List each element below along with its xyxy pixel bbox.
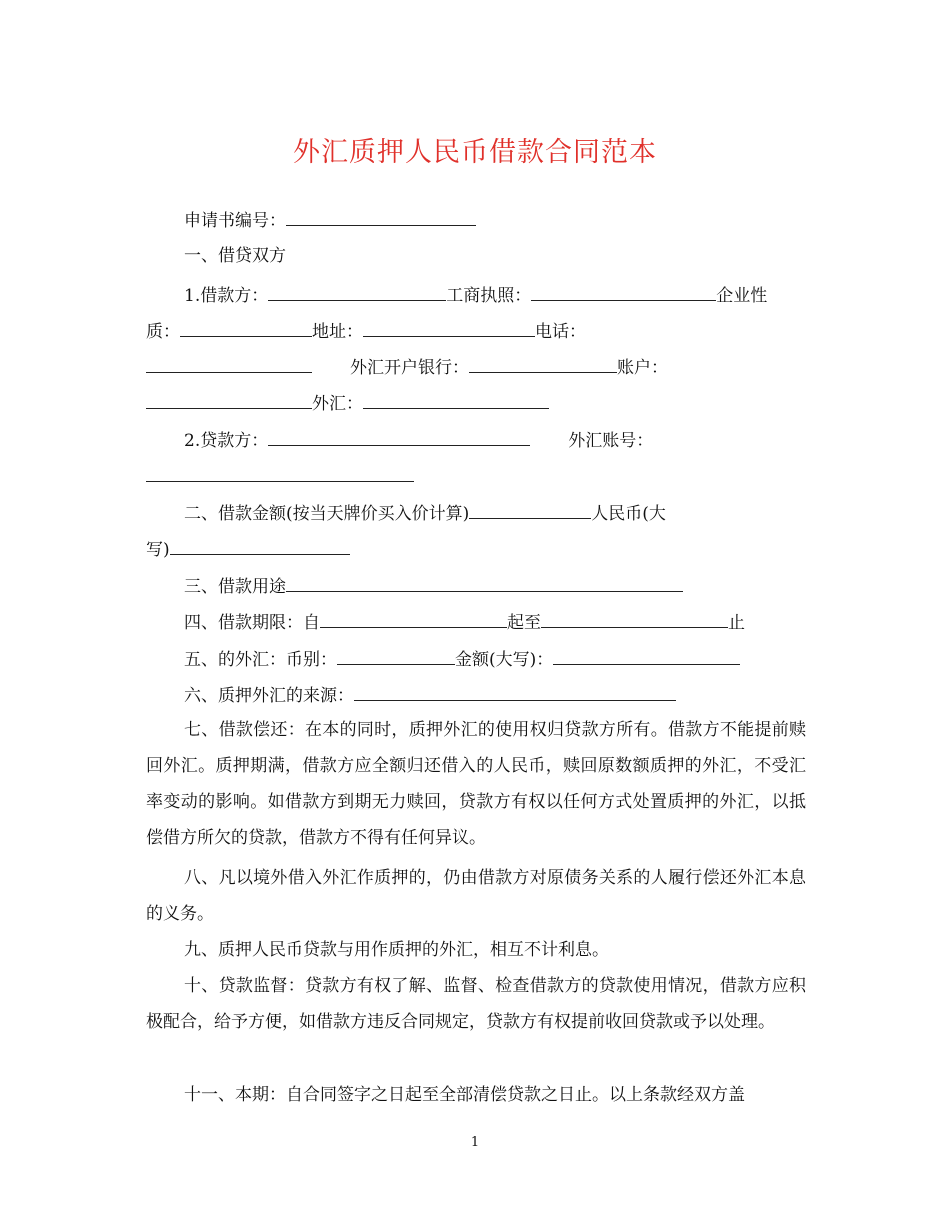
label-end: 止 (728, 613, 745, 633)
blank-end-date (541, 610, 728, 628)
section-6-label: 六、质押外汇的来源： (184, 686, 354, 706)
line-nature-address-phone (146, 319, 806, 343)
section-4-label: 四、借款期限：自 (184, 613, 320, 633)
blank-rmb-upper (170, 537, 350, 555)
line-section-6 (146, 683, 844, 707)
blank-loan-amount (469, 501, 591, 519)
section-8-paragraph: 八、凡以境外借入外汇作质押的，仍由借款方对原债务关系的人履行偿还外汇本息的义务。 (146, 868, 806, 924)
section-10-paragraph: 十、贷款监督：贷款方有权了解、监督、检查借款方的贷款使用情况，借款方应积极配合，给予方便，如借款方违反合同规定，贷款方有权提前收回贷款或予以处理。 (146, 976, 806, 1032)
blank-currency (337, 647, 455, 665)
blank-fx-source (354, 683, 676, 701)
label-until: 起至 (507, 613, 541, 633)
label-fx-bank: 外汇开户银行： (350, 358, 469, 378)
label-business-license: 工商执照： (446, 286, 532, 306)
blank-loan-purpose (286, 574, 683, 592)
blank-amount-upper (553, 647, 740, 665)
line-lender (146, 428, 844, 452)
blank-fx-account (146, 464, 414, 482)
label-enterprise-nature-b: 质： (146, 322, 180, 342)
blank-address (363, 319, 535, 337)
line-fx (146, 391, 806, 415)
label-fx-account: 外汇账号： (568, 431, 654, 451)
blank-start-date (320, 610, 507, 628)
line-fx-account-blank (146, 464, 806, 488)
section-5-label: 五、的外汇：币别： (184, 650, 337, 670)
blank-lender (268, 428, 530, 446)
section-1-heading: 一、借贷双方 (184, 246, 286, 266)
page-number: 1 (470, 1135, 480, 1150)
label-fx: 外汇： (312, 394, 363, 414)
section-11-paragraph: 十一、本期：自合同签字之日起至全部清偿贷款之日止。以上条款经双方盖 (184, 1085, 745, 1105)
line-borrower (146, 283, 844, 307)
line-section-5 (146, 647, 844, 671)
label-rmb-upper: 人民币(大 (591, 504, 666, 524)
label-account: 账户： (617, 358, 668, 378)
document-title: 外汇质押人民币借款合同范本 (293, 137, 657, 168)
section-2-label: 二、借款金额(按当天牌价买入价计算) (184, 504, 470, 524)
label-lender: 2.贷款方： (184, 431, 269, 451)
blank-business-license (531, 283, 716, 301)
blank-enterprise-nature (180, 319, 312, 337)
label-application-number: 申请书编号： (184, 211, 286, 231)
label-enterprise-nature-a: 企业性 (716, 286, 768, 306)
label-write: 写) (146, 540, 170, 560)
line-application-number (146, 208, 844, 232)
label-address: 地址： (312, 322, 363, 342)
line-fx-bank (146, 355, 806, 379)
blank-application-number (286, 208, 476, 226)
line-section-2-cont (146, 537, 806, 561)
section-3-label: 三、借款用途 (184, 577, 286, 597)
line-section-4 (146, 610, 844, 634)
label-borrower: 1.借款方： (184, 286, 269, 306)
label-amount-upper: 金额(大写)： (455, 650, 554, 670)
blank-phone (146, 355, 312, 373)
blank-fx-bank (469, 355, 617, 373)
line-section-3 (146, 574, 844, 598)
section-7-paragraph: 七、借款偿还：在本的同时，质押外汇的使用权归贷款方所有。借款方不能提前赎回外汇。质押期满，借款方应全额归还借入的人民币，赎回原数额质押的外汇，不受汇率变动的影响。如借款方到期无力赎回，贷款方有权以任何方式处置质押的外汇，以抵偿借方所欠的贷款，借款方不得有任何异议。 (146, 720, 806, 848)
blank-borrower (268, 283, 446, 301)
line-section-2 (146, 501, 844, 525)
label-phone: 电话： (535, 322, 586, 342)
blank-fx (363, 391, 549, 409)
blank-account (146, 391, 312, 409)
section-9-paragraph: 九、质押人民币贷款与用作质押的外汇，相互不计利息。 (184, 940, 609, 960)
